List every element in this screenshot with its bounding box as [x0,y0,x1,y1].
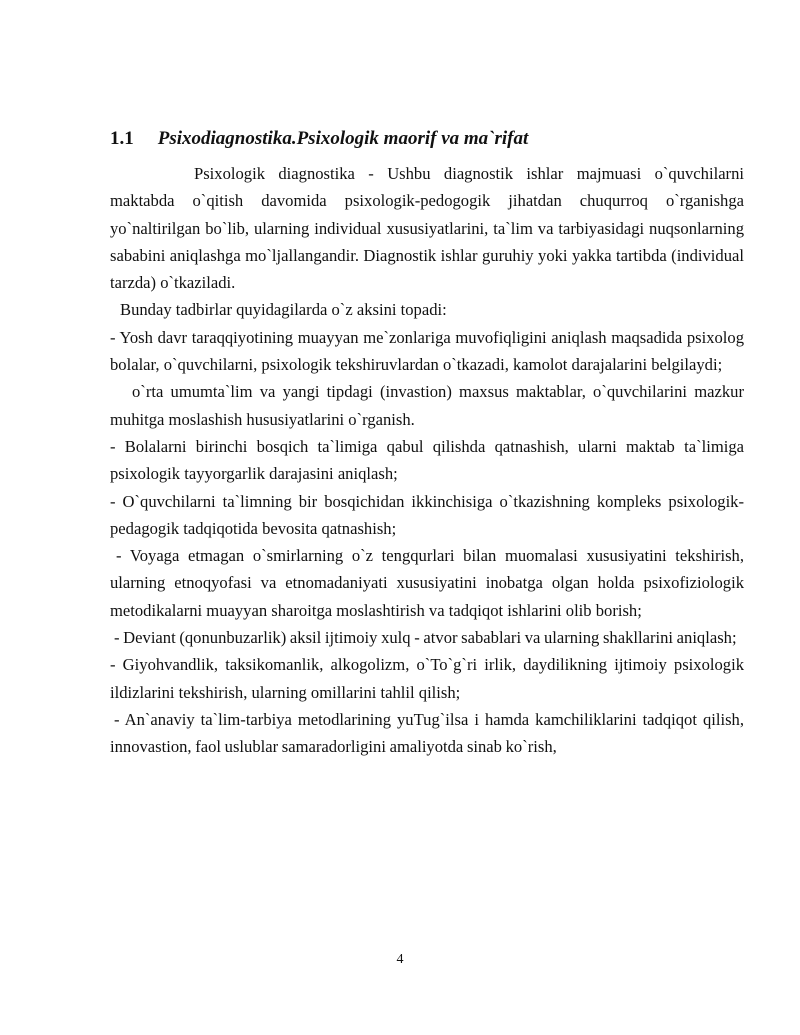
section-title: Psixodiagnostika.Psixologik maorif va ma`rifat [157,128,529,149]
paragraph-lead: Bunday tadbirlar quyidagilarda o`z aksini topadi: [120,300,447,320]
page-number: 4 [396,952,404,967]
list-item: - Giyohvandlik, taksikomanlik, alkogolizm, o`To`g`ri irlik, daydilikning ijtimoiy psixologik ildizlarini tekshirish, ularning omillarini tahlil qilish; [110,655,744,702]
list-item: o`rta umumta`lim va yangi tipdagi (invastion) maxsus maktablar, o`quvchilarini mazkur muhitga moslashish hususiyatlarini o`rganish. [110,382,744,429]
list-item: - Voyaga etmagan o`smirlarning o`z tengqurlari bilan muomalasi xususiyatini tekshirish, ularning etnoqyofasi va etnomadaniyati xususiyatini inobatga olgan holda psixofiziologik metodikalarni muayyan sharoitga moslashtirish va tadqiqot ishlarini olib borish; [110,546,744,620]
body-text [110,160,744,761]
list-item: - Yosh davr taraqqiyotining muayyan me`zonlariga muvofiqligini aniqlash maqsadida psixolog bolalar, o`quvchilarni, psixologik tekshiruvlardan o`tkazadi, kamolot darajalarini belgilaydi; [110,327,744,375]
list-item: - Deviant (qonunbuzarlik) aksil ijtimoiy xulq - atvor sabablari va ularning shakllarini aniqlash; [114,628,737,648]
section-heading [110,128,528,150]
list-item: - An`anaviy ta`lim-tarbiya metodlarining yuTug`ilsa i hamda kamchiliklarini tadqiqot qilish, innovastion, faol uslublar samaradorligini amaliyotda sinab ko`rish, [110,709,744,757]
section-number: 1.1 [110,128,134,149]
paragraph-intro: Psixologik diagnostika - Ushbu diagnostik ishlar majmuasi o`quvchilarni maktabda o`qitish davomida psixologik-pedogogik jihatdan chuqurroq o`rganishga yo`naltirilgan bo`lib, ularning individual xususiyatlarini, ta`lim va tarbiyasidagi nuqsonlarning sababini aniqlashga mo`ljallangandir. Diagnostik ishlar guruhiy yoki yakka tartibda (individual tarzda) o`tkaziladi. [110,164,744,293]
list-item: - O`quvchilarni ta`limning bir bosqichidan ikkinchisiga o`tkazishning kompleks psixologik-pedagogik tadqiqotida bevosita qatnashish; [110,491,744,538]
list-item: - Bolalarni birinchi bosqich ta`limiga qabul qilishda qatnashish, ularni maktab ta`limiga psixologik tayyorgarlik darajasini aniqlash; [110,436,744,484]
